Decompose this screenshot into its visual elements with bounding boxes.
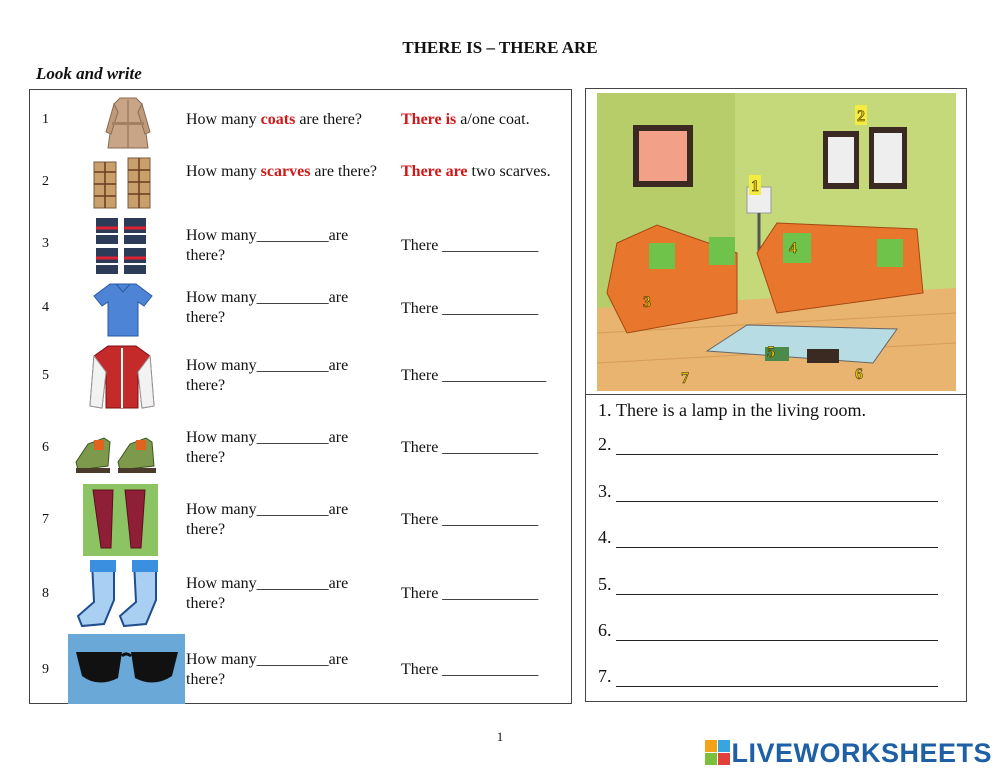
sentence-example: 1. There is a lamp in the living room. xyxy=(598,400,866,420)
instructions: Look and write xyxy=(36,64,142,83)
row-number: 7 xyxy=(42,512,49,527)
question-text: How many_________are there? xyxy=(186,289,349,326)
sentence-line: 5. xyxy=(598,574,938,595)
exercise-table xyxy=(29,89,572,704)
scene-label: 6 xyxy=(855,366,863,383)
sweater-icon xyxy=(92,214,150,278)
row-number: 2 xyxy=(42,174,49,189)
table-row xyxy=(30,278,573,340)
scene-label: 5 xyxy=(767,344,775,361)
liveworksheets-logo[interactable] xyxy=(705,736,992,770)
question-text: How many scarves are there? xyxy=(186,163,378,180)
answer-blank[interactable] xyxy=(616,672,938,687)
answer-text: There ____________ xyxy=(401,300,539,317)
row-number: 5 xyxy=(42,368,49,383)
question-text: How many_________are there? xyxy=(186,227,349,264)
answer-blank[interactable] xyxy=(616,440,938,455)
divider xyxy=(586,394,966,395)
scene-label: 2 xyxy=(857,108,865,125)
sunglasses-icon xyxy=(68,634,185,704)
row-number: 4 xyxy=(42,300,49,315)
sentence-line: 2. xyxy=(598,434,938,455)
table-row xyxy=(30,214,573,278)
sentence-line: 6. xyxy=(598,620,938,641)
answer-text: There are two scarves. xyxy=(401,163,551,180)
question-text: How many_________are there? xyxy=(186,575,349,612)
boots-icon xyxy=(74,426,158,476)
row-number: 8 xyxy=(42,586,49,601)
living-room-exercise xyxy=(585,88,967,702)
scene-label: 1 xyxy=(751,178,759,195)
answer-blank[interactable] xyxy=(616,487,938,502)
logo-text: LIVEWORKSHEETS xyxy=(731,737,992,768)
table-row xyxy=(30,558,573,634)
answer-text: There ____________ xyxy=(401,439,539,456)
sentence-line: 4. xyxy=(598,527,938,548)
scene-label: 7 xyxy=(681,370,689,387)
table-row xyxy=(30,484,573,558)
sentence-line: 7. xyxy=(598,666,938,687)
shirt-icon xyxy=(92,280,154,338)
table-row xyxy=(30,152,573,214)
question-text: How many coats are there? xyxy=(186,111,362,128)
answer-text: There is a/one coat. xyxy=(401,111,530,128)
socks-icon xyxy=(74,558,170,636)
answer-text: There ____________ xyxy=(401,237,539,254)
answer-blank[interactable] xyxy=(616,626,938,641)
answer-text: There ____________ xyxy=(401,511,539,528)
scarf-icon xyxy=(88,152,158,214)
table-row xyxy=(30,416,573,484)
row-number: 9 xyxy=(42,662,49,677)
row-number: 1 xyxy=(42,112,49,127)
sentence-line: 3. xyxy=(598,481,938,502)
question-text: How many_________are there? xyxy=(186,651,349,688)
answer-blank[interactable] xyxy=(616,533,938,548)
keyword: There are xyxy=(401,163,468,180)
page-title: THERE IS – THERE ARE xyxy=(402,38,598,57)
table-row xyxy=(30,90,573,152)
answer-text: There ____________ xyxy=(401,585,539,602)
answer-text: There _____________ xyxy=(401,367,547,384)
trousers-icon xyxy=(83,484,158,556)
row-number: 6 xyxy=(42,440,49,455)
coat-icon xyxy=(98,92,158,152)
question-text: How many_________are there? xyxy=(186,429,349,466)
table-row xyxy=(30,634,573,704)
scene-label: 4 xyxy=(789,240,797,257)
table-row xyxy=(30,340,573,416)
keyword: scarves xyxy=(260,163,311,180)
jacket-icon xyxy=(86,342,158,412)
logo-blocks-icon xyxy=(705,740,731,766)
question-text: How many_________are there? xyxy=(186,357,349,394)
row-number: 3 xyxy=(42,236,49,251)
keyword: There is xyxy=(401,111,457,128)
answer-text: There ____________ xyxy=(401,661,539,678)
question-text: How many_________are there? xyxy=(186,501,349,538)
answer-blank[interactable] xyxy=(616,580,938,595)
page-number: 1 xyxy=(496,729,504,744)
scene-label: 3 xyxy=(643,294,651,311)
living-room-picture xyxy=(597,93,956,391)
keyword: coats xyxy=(260,111,296,128)
